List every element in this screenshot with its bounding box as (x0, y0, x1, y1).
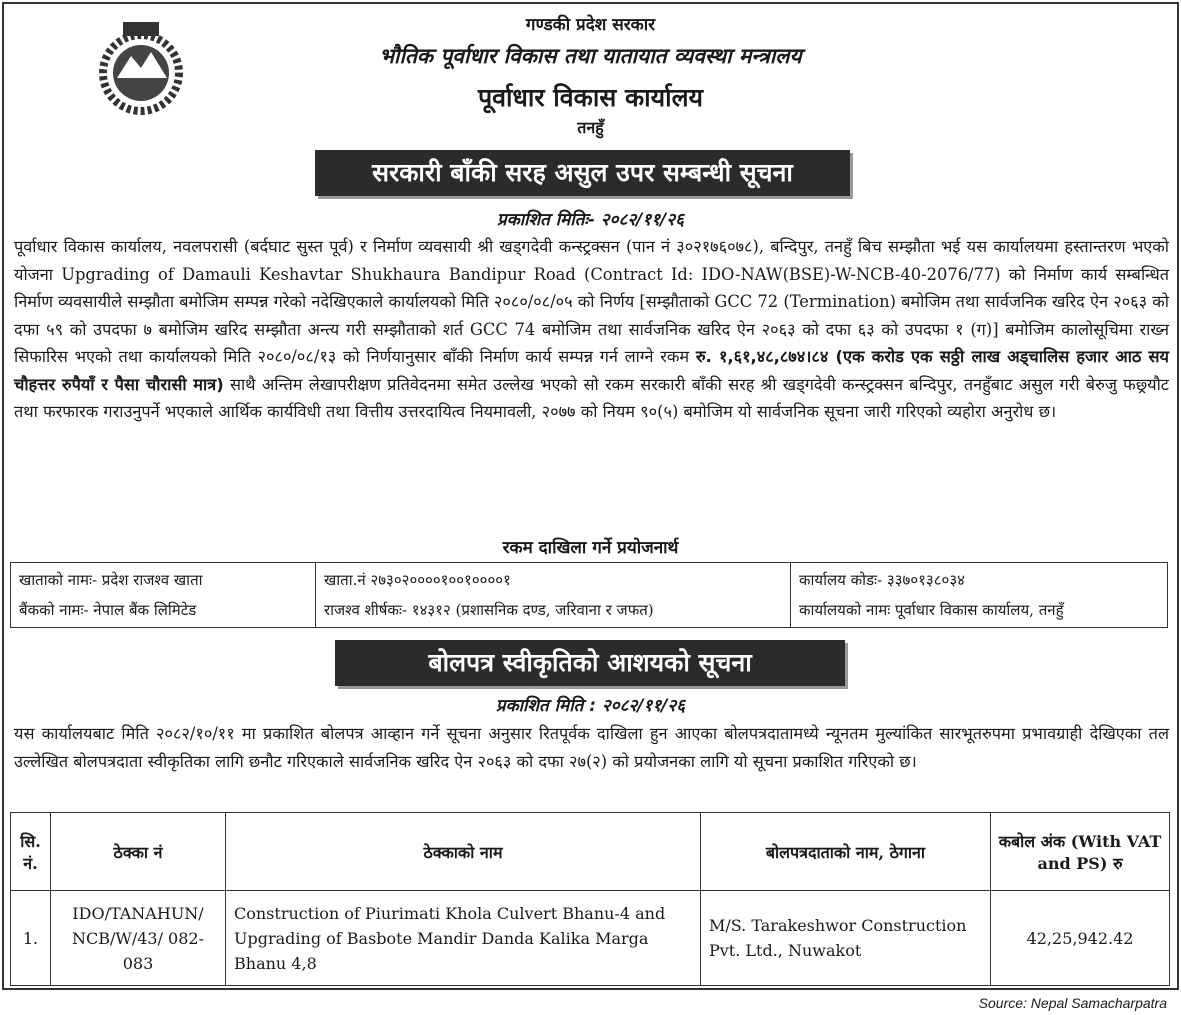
col-header-contract-name: ठेक्काको नाम (226, 813, 701, 891)
account-number: खाता.नं २७३०२००००१००१००००१ (324, 571, 511, 589)
table-row (11, 891, 1170, 986)
cell-bid-amount: 42,25,942.42 (991, 891, 1170, 986)
notice1-title-banner: सरकारी बाँकी सरह असुल उपर सम्बन्धी सूचना (315, 150, 850, 196)
ministry-name: भौतिक पूर्वाधार विकास तथा यातायात व्यवस्था मन्त्रालय (379, 44, 802, 68)
revenue-head: राजश्व शीर्षकः- १४३१२ (प्रशासनिक दण्ड, जरिवाना र जफत) (324, 601, 654, 619)
deposit-heading: रकम दाखिला गर्ने प्रयोजनार्थ (502, 538, 679, 558)
col-header-bidder: बोलपत्रदाताको नाम, ठेगाना (701, 813, 991, 891)
col-header-sn: सि. नं. (11, 813, 51, 891)
office-name: पूर्वाधार विकास कार्यालय (477, 83, 704, 112)
bid-table (10, 812, 1170, 986)
district-name: तनहुँ (577, 118, 604, 137)
notice2-title-banner: बोलपत्र स्वीकृतिको आशयको सूचना (335, 640, 845, 686)
notice2-published-date: प्रकाशित मिति : २०८२/११/२६ (495, 696, 686, 716)
office-name-detail: कार्यालयको नामः पूर्वाधार विकास कार्यालय, तनहुँ (799, 601, 1064, 619)
col-header-contract-no: ठेक्का नं (51, 813, 226, 891)
notice1-amount: रु. १,६१,४८,८७४।८४ (एक करोड एक सठ्ठी लाख अड्चालिस हजार आठ सय चौहत्तर रुपैयाँ र पैसा चौरासी मात्र) (14, 347, 1169, 394)
cell-bidder: M/S. Tarakeshwor Construction Pvt. Ltd., Nuwakot (701, 891, 991, 986)
province-name: गण्डकी प्रदेश सरकार (525, 15, 656, 35)
cell-sn: 1. (11, 891, 51, 986)
bank-name: बैंकको नामः- नेपाल बैंक लिमिटेड (19, 601, 197, 619)
notice1-published-date: प्रकाशित मितिः- २०८२/११/२६ (497, 210, 684, 230)
account-details-table (10, 562, 1168, 628)
account-name: खाताको नामः- प्रदेश राजश्व खाता (19, 571, 203, 589)
notice1-body-text: पूर्वाधार विकास कार्यालय, नवलपरासी (बर्दघाट सुस्त पूर्व) र निर्माण व्यवसायी श्री खड्गदेवी कन्स्ट्रक्सन (पान नं ३०२१७६०७८), बन्दिपुर, तनहुँ बिच सम्झौता भई यस कार्यालयमा हस्तान्तरण भएको योजना Upgrading of Damauli Keshavtar Shukhaura Bandipur Road (Contract Id: IDO-NAW(BSE)-W-NCB-40-2076/77) को निर्माण कार्य सम्बन्धित निर्माण व्यवसायीले सम्झौता बमोजिम सम्पन्न गरेको नदेखिएकाले कार्यालयको मिति २०८०/०८/०५ को निर्णय [सम्झौताको GCC 72 (Termination) बमोजिम तथा सार्वजनिक खरिद ऐन २०६३ को दफा ५९ को उपदफा ७ बमोजिम खरिद सम्झौता अन्त्य गरी सम्झौताको शर्त GCC 74 बमोजिम तथा सार्वजनिक खरिद ऐन २०६३ को दफा ६३ को उपदफा १ (ग)] बमोजिम कालोसूचिमा राख्न सिफारिस भएको तथा कार्यालयको मिति २०८०/०८/१३ को निर्णयानुसार बाँकी निर्माण कार्य सम्पन्न गर्न लाग्ने रकम (14, 237, 1169, 366)
cell-contract-no: IDO/TANAHUN/ NCB/W/43/ 082-083 (51, 891, 226, 986)
source-credit: Source: Nepal Samacharpatra (978, 995, 1167, 1011)
col-header-bid-amount: कबोल अंक (With VAT and PS) रु (991, 813, 1170, 891)
notice1-body-text-2: साथै अन्तिम लेखापरीक्षण प्रतिवेदनमा समेत उल्लेख भएको सो रकम सरकारी बाँकी सरह श्री खड्गदेवी कन्स्ट्रक्सन बन्दिपुर, तनहुँबाट असुल गरी बेरुजु फछ्र्यौट तथा फरफारक गराउनुपर्ने भएकाले आर्थिक कार्यविधी तथा वित्तीय उत्तरदायित्व नियमावली, २०७७ को नियम ९०(५) बमोजिम यो सार्वजनिक सूचना जारी गरिएको व्यहोरा अनुरोध छ। (14, 374, 1169, 421)
notice2-body: यस कार्यालयबाट मिति २०८२/१०/११ मा प्रकाशित बोलपत्र आव्हान गर्ने सूचना अनुसार रितपूर्वक दाखिला हुन आएका बोलपत्रदातामध्ये न्यूनतम मुल्यांकित सारभूतरुपमा प्रभावग्राही देखिएका तल उल्लेखित बोलपत्रदाता स्वीकृतिका लागि छनौट गरिएकाले सार्वजनिक खरिद ऐन २०६३ को दफा २७(२) को प्रयोजनका लागि यो सूचना प्रकाशित गरिएको छ। (14, 724, 1169, 771)
office-code: कार्यालय कोडः- ३३७०१३८०३४ (799, 571, 965, 589)
table-header-row (11, 813, 1170, 891)
notice1-body (14, 233, 1169, 426)
cell-contract-name: Construction of Piurimati Khola Culvert Bhanu-4 and Upgrading of Basbote Mandir Danda Kalika Marga Bhanu 4,8 (226, 891, 701, 986)
